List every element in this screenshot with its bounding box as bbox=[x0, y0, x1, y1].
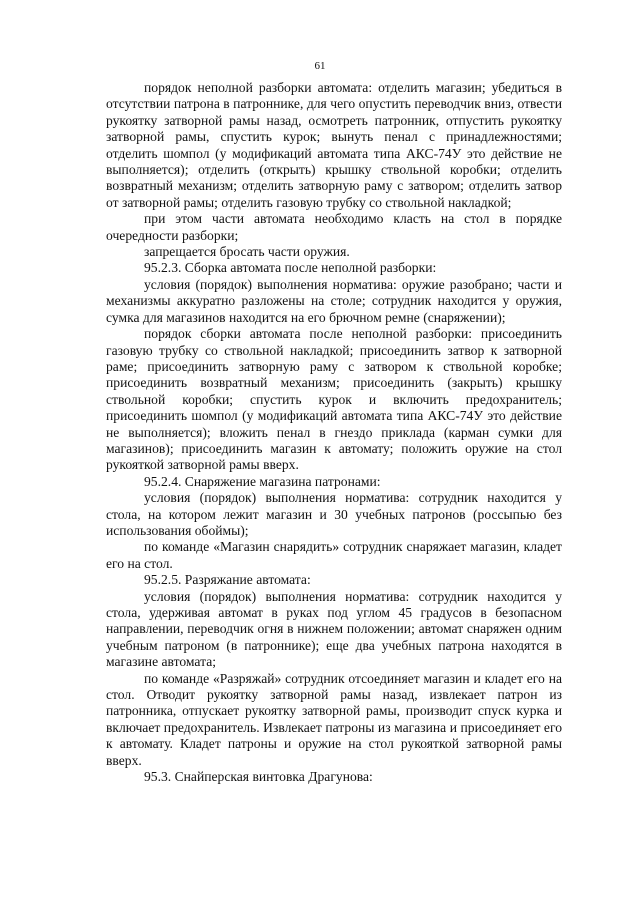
paragraph-magazine-loading-conditions: условия (порядок) выполнения норматива: сотрудник находится у стола, на котором лежит магазин и 30 учебных патронов (россыпью без использования обоймы); bbox=[106, 490, 562, 538]
page-number: 61 bbox=[314, 60, 326, 72]
paragraph-unloading-conditions: условия (порядок) выполнения норматива: сотрудник находится у стола, удерживая автомат в руках под углом 45 градусов в безопасном направлении, переводчик огня в нижнем положении; автомат снаряжен одним учебным патроном (в патроннике); еще два учебных патрона находятся в магазине автомата; bbox=[106, 588, 562, 670]
section-heading-95-2-5: 95.2.5. Разряжание автомата: bbox=[144, 572, 311, 588]
section-heading-95-2-3: 95.2.3. Сборка автомата после неполной разборки: bbox=[144, 260, 437, 276]
document-body bbox=[106, 80, 562, 785]
paragraph-assembly-order: порядок сборки автомата после неполной разборки: присоединить газовую трубку со ствольной накладкой; присоединить затвор к затворной раме; присоединить затворную раму с затвором к ствольной коробке; присоединить возвратный механизм; присоединить (закрыть) крышку ствольной коробки; спустить курок и включить предохранитель; присоединить шомпол (у модификаций автомата типа АКС-74У это действие не выполняется); вложить пенал в гнездо приклада (карман сумки для магазинов); присоединить магазин к автомату; положить оружие на стол рукояткой затворной рамы вверх. bbox=[106, 326, 562, 473]
paragraph-disassembly-order: порядок неполной разборки автомата: отделить магазин; убедиться в отсутствии патрона в патроннике, для чего опустить переводчик вниз, отвести рукоятку затворной рамы назад, осмотреть патронник, отпустить рукоятку затворной рамы, спустить курок; вынуть пенал с принадлежностями; отделить шомпол (у модификаций автомата типа АКС-74У это действие не выполняется); отделить (открыть) крышку ствольной коробки; отделить возвратный механизм; отделить затворную раму с затвором; отделить затвор от затворной рамы; отделить газовую трубку со ствольной накладкой; bbox=[106, 80, 562, 210]
section-heading-95-3: 95.3. Снайперская винтовка Драгунова: bbox=[144, 769, 373, 785]
paragraph-assembly-conditions: условия (порядок) выполнения норматива: оружие разобрано; части и механизмы аккуратно разложены на столе; сотрудник находится у оружия, сумка для магазинов находится на его брючном ремне (снаряжении); bbox=[106, 276, 562, 325]
paragraph-magazine-loading-command: по команде «Магазин снарядить» сотрудник снаряжает магазин, кладет его на стол. bbox=[106, 539, 562, 571]
paragraph-throwing-prohibited: запрещается бросать части оружия. bbox=[144, 244, 350, 260]
section-heading-95-2-4: 95.2.4. Снаряжение магазина патронами: bbox=[144, 473, 381, 489]
paragraph-parts-placement: при этом части автомата необходимо класть на стол в порядке очередности разборки; bbox=[106, 211, 562, 243]
paragraph-unloading-command: по команде «Разряжай» сотрудник отсоединяет магазин и кладет его на стол. Отводит рукоятку затворной рамы назад, извлекает патрон из патронника, отпускает рукоятку затворной рамы, производит спуск курка и включает предохранитель. Извлекает патроны из магазина и присоединяет его к автомату. Кладет патроны и оружие на стол рукояткой затворной рамы вверх. bbox=[106, 670, 562, 768]
